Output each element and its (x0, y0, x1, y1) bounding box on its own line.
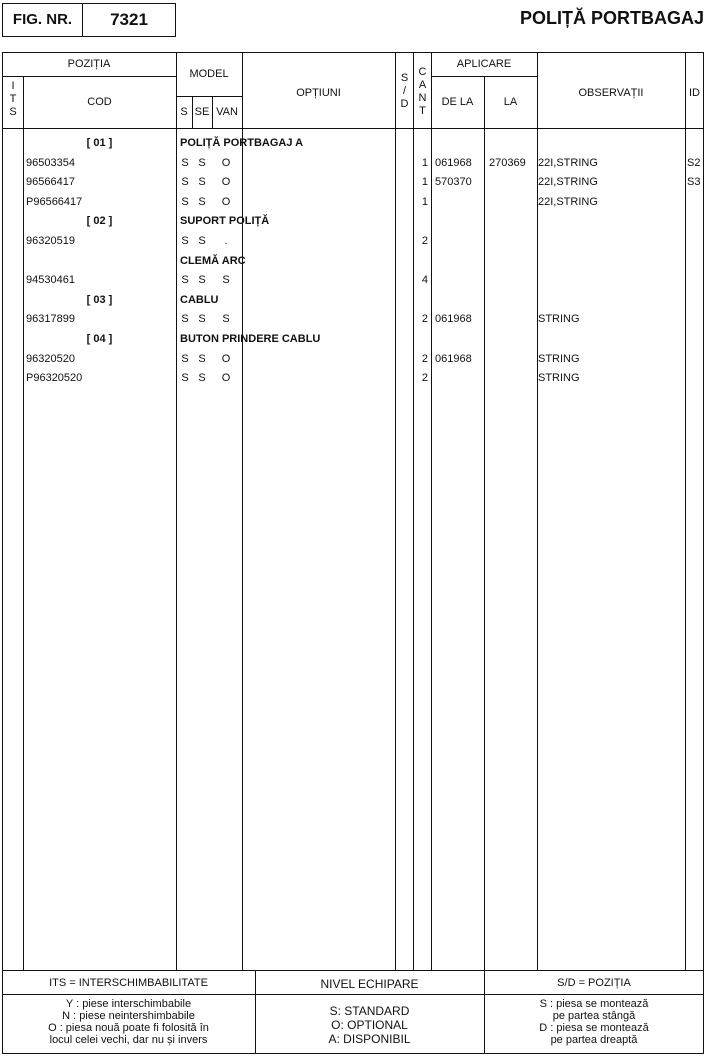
id-header: ID (689, 87, 700, 99)
model-se-value: S (198, 235, 206, 247)
col-divider-id (685, 52, 686, 970)
quantity-value: 1 (421, 195, 428, 208)
pozitia-header: POZIȚIA (67, 58, 111, 70)
group-title: CABLU (180, 293, 219, 306)
apply-from-value: 570370 (435, 176, 472, 189)
cod-header: COD (87, 96, 112, 108)
model-s-value: S (181, 176, 189, 189)
optiuni-header: OPȚIUNI (296, 87, 341, 99)
col-divider-dela (431, 52, 432, 970)
figure-number-box (2, 3, 176, 37)
quantity-value: 2 (421, 372, 428, 385)
observations-value: 22I,STRING (538, 195, 598, 208)
part-code: 96566417 (26, 176, 75, 189)
model-s-value: S (181, 235, 189, 247)
col-divider-cant (413, 52, 414, 970)
footer-top-line (2, 970, 704, 971)
nivel-legend-title: NIVEL ECHIPARE (320, 977, 419, 991)
pozitia-underline (2, 76, 176, 77)
figure-number: 7321 (110, 10, 148, 29)
aplicare-header: APLICARE (456, 58, 512, 70)
col-divider-optiuni (242, 52, 243, 970)
group-title: SUPORT POLIȚĂ (180, 215, 270, 228)
observations-value: 22I,STRING (538, 176, 598, 189)
model-se-value: S (198, 313, 206, 326)
la-header: LA (503, 96, 518, 108)
dela-header: DE LA (441, 96, 474, 108)
model-van-value: O (221, 352, 231, 365)
part-code: P96320520 (26, 372, 83, 385)
apply-from-value: 061968 (435, 313, 472, 326)
model-s-header: S (180, 106, 188, 118)
model-van-value: O (221, 156, 231, 169)
sd-header: S / D (400, 72, 409, 110)
model-se-value: S (198, 195, 206, 208)
model-van-value: S (222, 274, 230, 287)
group-position: [ 02 ] (86, 215, 113, 228)
model-van-header: VAN (216, 106, 238, 118)
model-se-value: S (198, 274, 206, 287)
quantity-value: 2 (421, 313, 428, 326)
part-code: 96320519 (26, 235, 75, 247)
footer-title-line (2, 994, 704, 995)
col-divider-la (484, 76, 485, 970)
model-van-value: O (221, 176, 231, 189)
model-se-value: S (198, 156, 206, 169)
id-value: S2 (687, 156, 701, 169)
model-se-value: S (198, 372, 206, 385)
sd-legend: S : piesa se montează pe partea stângă D : piesa se montează pe partea dreaptă (539, 998, 649, 1046)
page-title: POLIȚĂ PORTBAGAJ (519, 8, 704, 28)
cant-header: C A N T (418, 66, 427, 117)
col-divider-sd (395, 52, 396, 970)
col-divider-model (176, 52, 177, 970)
part-code: 96320520 (26, 352, 75, 365)
model-s-value: S (181, 195, 189, 208)
parts-table-frame (2, 52, 704, 1054)
model-van-value: . (224, 235, 228, 247)
model-se-value: S (198, 352, 206, 365)
sd-legend-title: S/D = POZIȚIA (557, 977, 631, 989)
part-code: P96566417 (26, 195, 83, 208)
quantity-value: 2 (421, 235, 428, 247)
quantity-value: 1 (421, 156, 428, 169)
model-van-value: S (222, 313, 230, 326)
figure-label: FIG. NR. (3, 4, 83, 36)
col-divider-obs (537, 52, 538, 970)
its-legend: Y : piese interschimbabile N : piese neintershimbabile O : piesa nouă poate fi folosită în locul celei vechi, dar nu și invers (48, 998, 209, 1046)
its-header: I T S (9, 80, 17, 118)
apply-to-value: 270369 (489, 156, 526, 169)
model-underline (176, 96, 242, 97)
group-position: [ 03 ] (86, 293, 113, 306)
model-se-header: SE (194, 106, 210, 118)
model-s-value: S (181, 313, 189, 326)
quantity-value: 2 (421, 352, 428, 365)
col-divider-its (23, 76, 24, 970)
apply-from-value: 061968 (435, 352, 472, 365)
model-s-value: S (181, 156, 189, 169)
apply-from-value: 061968 (435, 156, 472, 169)
model-van-value: O (221, 195, 231, 208)
model-se-value: S (198, 176, 206, 189)
header-bottom-line (2, 128, 704, 129)
model-header: MODEL (189, 68, 229, 80)
model-s-value: S (181, 372, 189, 385)
observatii-header: OBSERVAȚII (578, 87, 644, 99)
group-title: BUTON PRINDERE CABLU (180, 333, 321, 345)
group-title: POLIȚĂ PORTBAGAJ A (180, 137, 304, 149)
quantity-value: 4 (421, 274, 428, 287)
nivel-legend: S: STANDARD O: OPTIONAL A: DISPONIBIL (328, 1004, 411, 1046)
id-value: S3 (687, 176, 701, 189)
group-position: [ 01 ] (86, 137, 113, 149)
model-s-value: S (181, 274, 189, 287)
model-van-value: O (221, 372, 231, 385)
group-title: CLEMĂ ARC (180, 254, 246, 267)
model-s-value: S (181, 352, 189, 365)
part-code: 96317899 (26, 313, 75, 326)
aplicare-underline (431, 76, 537, 77)
its-legend-title: ITS = INTERSCHIMBABILITATE (49, 977, 208, 989)
observations-value: STRING (538, 313, 580, 326)
part-code: 94530461 (26, 274, 75, 287)
observations-value: STRING (538, 352, 580, 365)
quantity-value: 1 (421, 176, 428, 189)
observations-value: 22I,STRING (538, 156, 598, 169)
group-position: [ 04 ] (86, 333, 113, 345)
part-code: 96503354 (26, 156, 75, 169)
observations-value: STRING (538, 372, 580, 385)
